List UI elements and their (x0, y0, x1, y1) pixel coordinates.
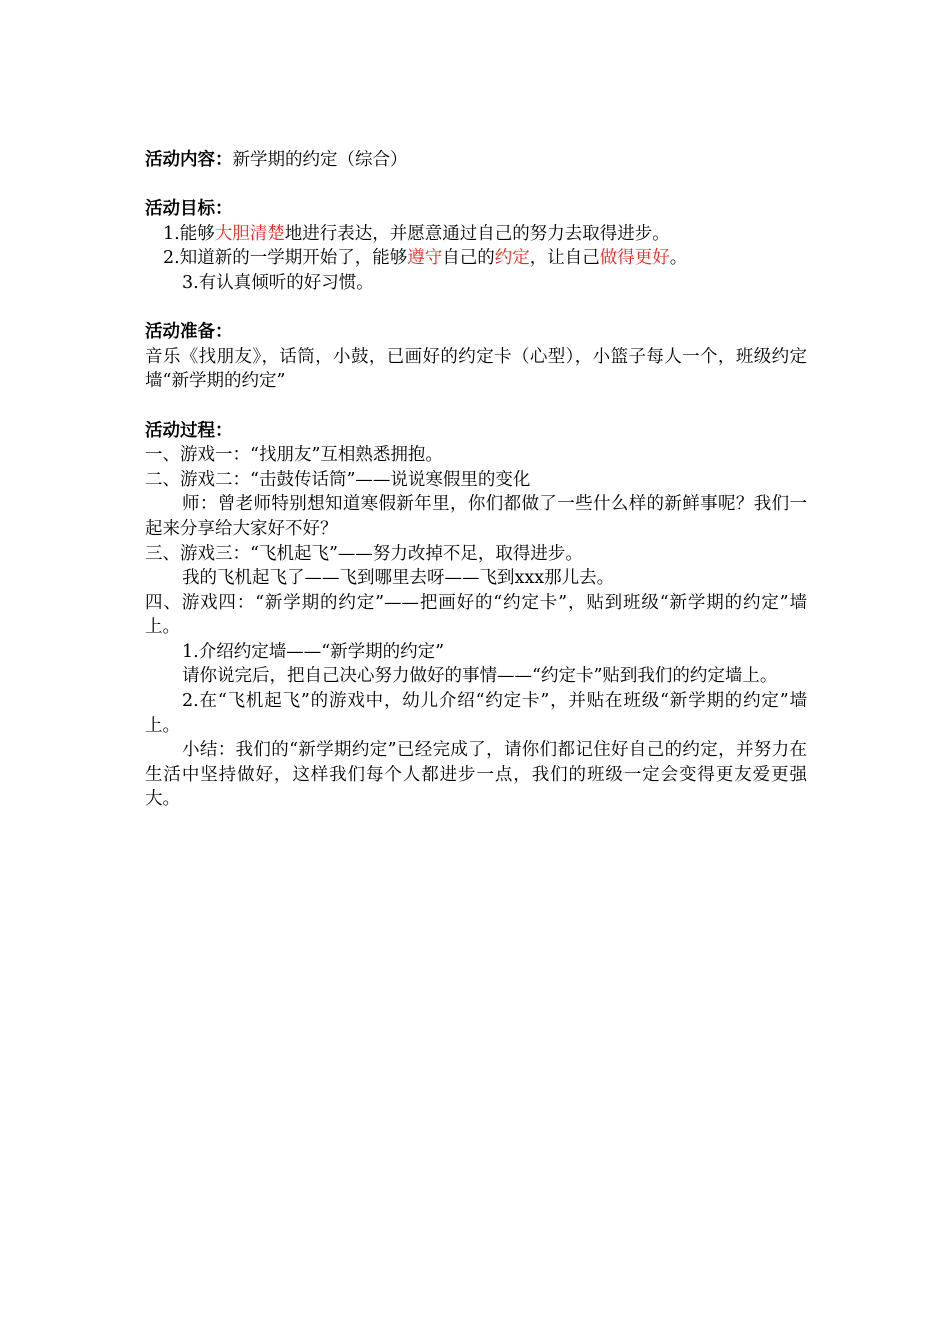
process-step-4-sub-1-text: 1.介绍约定墙——“新学期的约定” (182, 641, 445, 662)
goal-1 (145, 222, 807, 247)
process-step-4-sub-1 (145, 640, 807, 665)
goal-2-text-a: 2.知道新的一学期开始了，能够 (163, 248, 408, 269)
process-step-3-detail (145, 566, 807, 591)
activity-content-line (145, 148, 807, 173)
process-step-3-detail-text: 我的飞机起飞了——飞到哪里去呀——飞到xxx那儿去。 (182, 568, 615, 589)
process-step-4-sub-2 (145, 689, 807, 738)
goal-2-text-c: ，让自己 (529, 248, 600, 269)
activity-content-value: 新学期的约定（综合） (232, 150, 408, 170)
process-step-4-sub-1-detail-text: 请你说完后，把自己决心努力做好的事情——“约定卡”贴到我们的约定墙上。 (182, 666, 778, 687)
spacer (145, 394, 807, 419)
goal-1-text-b: 地进行表达，并愿意通过自己的努力去取得进步。 (284, 223, 670, 244)
goal-2-text-b: 自己的 (442, 248, 495, 269)
goal-2 (145, 246, 807, 271)
prep-heading: 活动准备： (145, 322, 233, 343)
process-summary-text: 小结：我们的“新学期约定”已经完成了，请你们都记住好自己的约定，并努力在生活中坚持做好，这样我们每个人都进步一点，我们的班级一定会变得更友爱更强大。 (145, 740, 807, 810)
prep-text: 音乐《找朋友》，话筒，小鼓，已画好的约定卡（心型），小篮子每人一个，班级约定墙“新学期的约定” (145, 346, 807, 392)
goals-heading: 活动目标： (145, 199, 233, 220)
goal-2-highlight-1: 遵守 (407, 248, 443, 269)
process-step-3: 三、游戏三：“飞机起飞”——努力改掉不足，取得进步。 (145, 543, 583, 564)
process-heading: 活动过程： (145, 420, 233, 441)
process-step-2-detail-text: 师：曾老师特别想知道寒假新年里，你们都做了一些什么样的新鲜事呢？我们一起来分享给大家好不好？ (145, 494, 807, 539)
process-summary (145, 738, 807, 812)
spacer (145, 296, 807, 321)
goal-2-highlight-3: 做得更好 (599, 248, 670, 269)
process-step-1: 一、游戏一：“找朋友”互相熟悉拥抱。 (145, 445, 443, 466)
process-step-2-detail (145, 492, 807, 541)
goal-1-highlight: 大胆清楚 (214, 223, 285, 244)
goal-3: 3.有认真倾听的好习惯。 (182, 272, 374, 293)
process-step-4-sub-2-text: 2.在“飞机起飞”的游戏中，幼儿介绍“约定卡”，并贴在班级“新学期的约定”墙上。 (145, 691, 807, 736)
spacer (145, 173, 807, 198)
activity-content-label: 活动内容： (145, 150, 233, 170)
process-step-2: 二、游戏二：“击鼓传话筒”——说说寒假里的变化 (145, 469, 531, 490)
document-body (145, 148, 807, 812)
process-step-4-sub-1-detail (145, 664, 807, 689)
goal-2-text-d: 。 (669, 248, 688, 269)
goal-2-highlight-2: 约定 (494, 248, 530, 269)
goal-1-text-a: 1.能够 (163, 223, 215, 244)
process-step-4: 四、游戏四：“新学期的约定”——把画好的“约定卡”，贴到班级“新学期的约定”墙上。 (145, 592, 807, 638)
